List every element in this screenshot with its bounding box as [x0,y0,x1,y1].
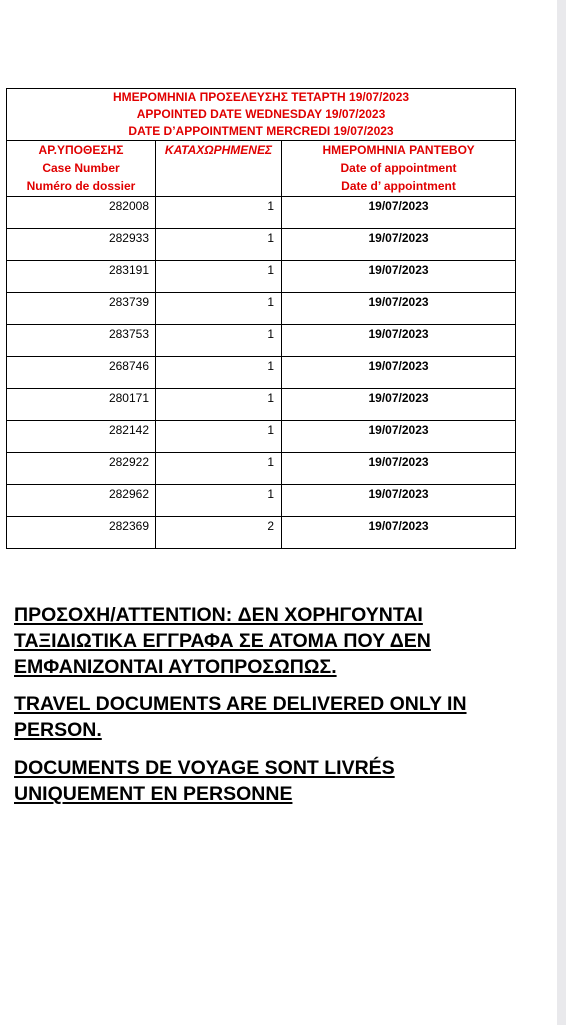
registered-count-cell: 2 [156,517,282,549]
table-title [7,89,516,141]
title-line-french: DATE D’APPOINTMENT MERCREDI 19/07/2023 [128,124,394,138]
table-row [7,517,516,549]
table-row [7,485,516,517]
column-header-case-number: ΑΡ.ΥΠΟΘΕΣΗΣ Case Number Numéro de dossier [7,141,156,197]
case-number-cell: 283191 [7,261,156,293]
table-row [7,389,516,421]
notice-french-text: DOCUMENTS DE VOYAGE SONT LIVRÉS UNIQUEMENT EN PERSONNE [14,757,395,805]
appointment-date-cell: 19/07/2023 [282,389,516,421]
registered-count-cell: 1 [156,389,282,421]
table-row [7,357,516,389]
registered-count-cell: 1 [156,421,282,453]
page-edge-strip [557,0,566,1025]
case-number-cell: 283753 [7,325,156,357]
appointment-date-cell: 19/07/2023 [282,517,516,549]
table-row [7,453,516,485]
table-row [7,325,516,357]
notice-greek-text: ΠΡΟΣΟΧΗ/ATTENTION: ΔΕΝ ΧΟΡΗΓΟΥΝΤΑΙ ΤΑΞΙΔΙΩΤΙΚΑ ΕΓΓΡΑΦΑ ΣΕ ΑΤΟΜΑ ΠΟΥ ΔΕΝ ΕΜΦΑΝΙΖΟΝΤΑΙ ΑΥΤΟΠΡΟΣΩΠΩΣ. [14,604,431,678]
appointment-date-cell: 19/07/2023 [282,229,516,261]
case-number-cell: 280171 [7,389,156,421]
notice-greek [14,602,524,680]
title-line-greek: ΗΜΕΡΟΜΗΝΙΑ ΠΡΟΣΕΛΕΥΣΗΣ ΤΕΤΑΡΤΗ 19/07/2023 [112,90,410,104]
column-header-registered: ΚΑΤΑΧΩΡΗΜΕΝΕΣ [156,141,282,197]
table-title-row [7,89,516,141]
appointment-date-cell: 19/07/2023 [282,325,516,357]
registered-count-cell: 1 [156,293,282,325]
appointment-date-cell: 19/07/2023 [282,261,516,293]
column-header-appointment-date: ΗΜΕΡΟΜΗΝΙΑ ΡΑΝΤΕΒΟΥ Date of appointment Date d’ appointment [282,141,516,197]
notice-french [14,755,524,807]
table-row [7,197,516,229]
table-row [7,293,516,325]
case-number-cell: 282962 [7,485,156,517]
registered-count-cell: 1 [156,229,282,261]
table-row [7,229,516,261]
column-header-row [7,141,516,197]
registered-count-cell: 1 [156,325,282,357]
registered-count-cell: 1 [156,453,282,485]
notice-english-text: TRAVEL DOCUMENTS ARE DELIVERED ONLY IN PERSON. [14,693,467,741]
appointment-date-cell: 19/07/2023 [282,421,516,453]
registered-count-cell: 1 [156,485,282,517]
appointment-date-cell: 19/07/2023 [282,453,516,485]
table-row [7,261,516,293]
case-number-cell: 268746 [7,357,156,389]
registered-count-cell: 1 [156,357,282,389]
case-number-cell: 282142 [7,421,156,453]
case-number-cell: 282922 [7,453,156,485]
notice-english [14,691,524,743]
case-number-cell: 282369 [7,517,156,549]
registered-count-cell: 1 [156,197,282,229]
appointment-date-cell: 19/07/2023 [282,357,516,389]
case-number-cell: 282933 [7,229,156,261]
table-row [7,421,516,453]
appointment-date-cell: 19/07/2023 [282,485,516,517]
title-line-english: APPOINTED DATE WEDNESDAY 19/07/2023 [136,107,386,121]
registered-count-cell: 1 [156,261,282,293]
appointments-table [6,88,516,549]
case-number-cell: 282008 [7,197,156,229]
appointment-date-cell: 19/07/2023 [282,293,516,325]
case-number-cell: 283739 [7,293,156,325]
appointment-date-cell: 19/07/2023 [282,197,516,229]
